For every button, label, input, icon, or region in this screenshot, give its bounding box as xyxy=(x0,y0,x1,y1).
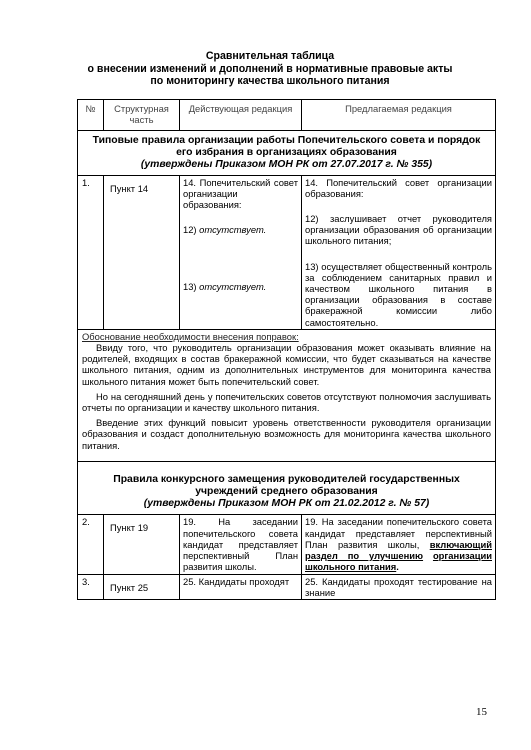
row-1-proposed-p3: 13) осуществляет общественный контроль за соблюдением санитарных правил и качеством школьного питания в организации образования в составе бракеражной комиссии либо самостоятельно. xyxy=(305,260,492,328)
row-2-current xyxy=(180,515,302,574)
row-1-current-p1: 14. Попечительский совет организации образования: xyxy=(183,176,298,211)
comparison-table xyxy=(77,99,496,600)
row-2-part: Пункт 19 xyxy=(104,515,180,574)
table-row xyxy=(78,574,496,599)
header-num: № xyxy=(78,100,104,131)
header-current: Действующая редакция xyxy=(180,100,302,131)
row-2-proposed-d: организации школьного питания xyxy=(305,550,492,573)
row-2-proposed-c xyxy=(423,550,433,561)
row-2-proposed-e: . xyxy=(396,561,399,573)
row-3-proposed xyxy=(302,574,496,599)
row-3-proposed-text: 25. Кандидаты проходят тестирование на знание xyxy=(305,575,492,598)
justification-p2: Но на сегодняшний день у попечительских советов отсутствуют полномочия заслушивать отчеты по организации и качеству школьного питания. xyxy=(82,390,491,414)
row-1-current-p3-text: отсутствует. xyxy=(199,281,267,293)
document-title xyxy=(60,50,480,88)
row-2-proposed-b: включающий раздел по улучшению xyxy=(305,538,492,562)
section-1-title: Типовые правила организации работы Попечительского совета и порядок его избрания в организациях образования xyxy=(92,135,481,159)
section-row-2 xyxy=(78,461,496,515)
justification-row xyxy=(78,329,496,461)
justification-label: Обоснование необходимости внесения поправок: xyxy=(82,330,299,342)
table-row xyxy=(78,515,496,574)
section-row-1 xyxy=(78,131,496,176)
table-header-row xyxy=(78,100,496,131)
row-1-num: 1. xyxy=(78,175,104,329)
section-2-note: (утверждены Приказом МОН РК от 21.02.2012 г. № 57) xyxy=(143,498,430,510)
row-1-current-p3-num: 13) xyxy=(183,281,197,293)
row-1-current-p2-num: 12) xyxy=(183,224,197,236)
row-1-part: Пункт 14 xyxy=(104,175,180,329)
row-2-proposed xyxy=(302,515,496,574)
row-2-num: 2. xyxy=(78,515,104,574)
title-line-1: Сравнительная таблица xyxy=(205,50,335,62)
table-row xyxy=(78,175,496,329)
section-1-note: (утверждены Приказом МОН РК от 27.07.2017 г. № 355) xyxy=(140,159,433,171)
row-3-part: Пункт 25 xyxy=(104,574,180,599)
section-2-title: Правила конкурсного замещения руководителей государственных учреждений среднего образования xyxy=(113,473,460,498)
row-3-num: 3. xyxy=(78,574,104,599)
row-1-proposed-p2: 12) заслушивает отчет руководителя организации образования об организации школьного питания; xyxy=(305,213,492,247)
row-1-proposed xyxy=(302,175,496,329)
justification-p1: Ввиду того, что руководитель организации образования может оказывать влияние на родителей, входящих в состав бракеражной комиссии, что будет сказываться на качестве школьного питания, одним из дополнительных инструментов для мониторинга качества школьного питания может быть попечительский совет. xyxy=(82,342,491,387)
header-part: Структурная часть xyxy=(104,100,180,131)
header-proposed: Предлагаемая редакция xyxy=(302,100,496,131)
row-1-current-p2-text: отсутствует. xyxy=(199,224,267,236)
row-1-proposed-p1: 14. Попечительский совет организации образования: xyxy=(305,176,492,199)
title-line-3: по мониторингу качества школьного питания xyxy=(150,75,390,87)
row-2-current-text: 19. На заседании попечительского совета кандидат представляет перспективный План развития школы. xyxy=(183,516,298,573)
row-2-proposed-a: 19. На заседании попечительского совета кандидат представляет перспективный План развития школы, xyxy=(305,516,492,550)
title-line-2: о внесении изменений и дополнений в нормативные правовые акты xyxy=(87,62,453,75)
page-number: 15 xyxy=(476,706,487,718)
row-1-current xyxy=(180,175,302,329)
row-3-current-text: 25. Кандидаты проходят xyxy=(183,575,290,587)
justification-p3: Введение этих функций повысит уровень ответственности руководителя организации образования и создаст дополнительную возможность для мониторинга качества школьного питания. xyxy=(82,417,491,451)
row-3-current xyxy=(180,574,302,599)
